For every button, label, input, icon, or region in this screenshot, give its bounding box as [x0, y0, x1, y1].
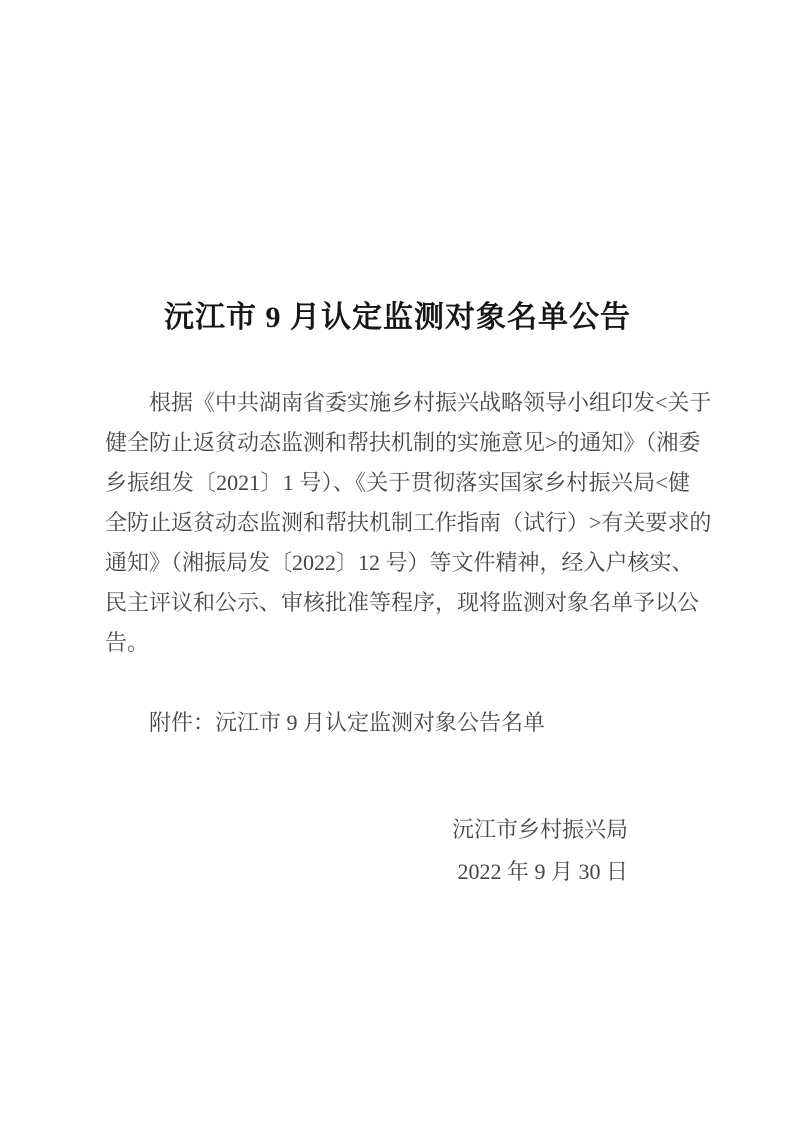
- document-title: 沅江市 9 月认定监测对象名单公告: [164, 301, 631, 334]
- body-line: 全防止返贫动态监测和帮扶机制工作指南（试行）>有关要求的: [105, 510, 712, 535]
- body-line: 根据《中共湖南省委实施乡村振兴战略领导小组印发<关于: [149, 390, 712, 415]
- body-line: 通知》（湘振局发〔2022〕12 号）等文件精神，经入户核实、: [105, 550, 694, 575]
- body-line: 健全防止返贫动态监测和帮扶机制的实施意见>的通知》（湘委: [105, 430, 701, 455]
- issuing-authority: 沅江市乡村振兴局: [451, 817, 628, 842]
- issue-date: 2022 年 9 月 30 日: [457, 859, 628, 884]
- document-body-paragraph: [105, 383, 712, 663]
- body-line: 乡振组发〔2021〕1 号）、《关于贯彻落实国家乡村振兴局<健: [105, 470, 690, 495]
- body-line: 民主评议和公示、审核批准等程序，现将监测对象名单予以公: [105, 590, 700, 615]
- body-line: 告。: [105, 630, 150, 655]
- attachment-reference: 附件：沅江市 9 月认定监测对象公告名单: [149, 710, 546, 735]
- signature-block: [105, 809, 690, 893]
